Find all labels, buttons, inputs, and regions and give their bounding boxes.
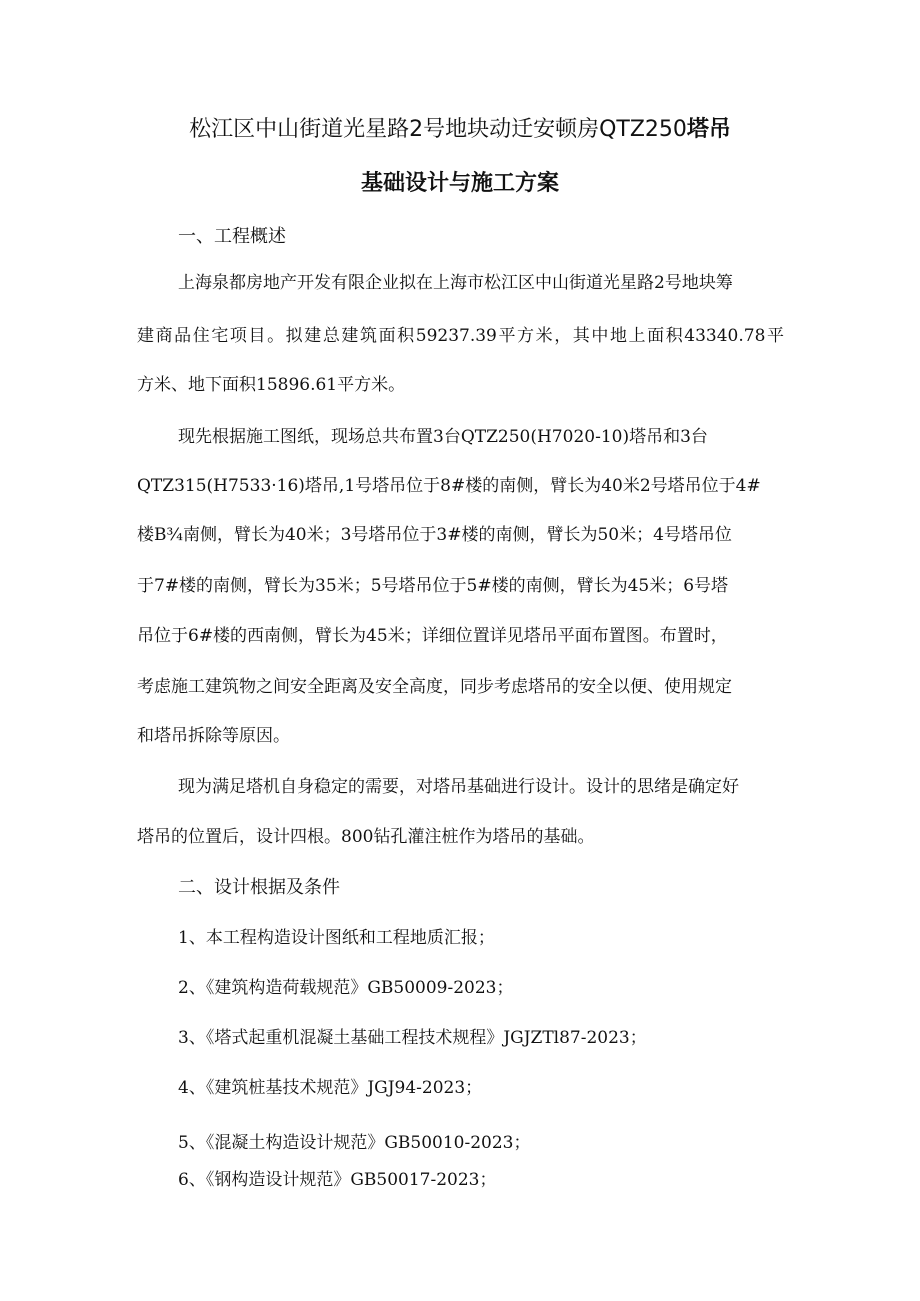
list-item: 3、《塔式起重机混凝土基础工程技术规程》JGJZTl87-2023； xyxy=(178,1028,647,1048)
list-item: 6、《钢构造设计规范》GB50017-2023； xyxy=(178,1170,497,1190)
title-plain: 松江区中山街道光星路2号地块动迁安顿房QTZ250 xyxy=(189,117,687,142)
paragraph-line: 和塔吊拆除等原因。 xyxy=(137,726,290,746)
list-item: 1、本工程构造设计图纸和工程地质汇报； xyxy=(178,928,495,948)
paragraph-line: 现先根据施工图纸，现场总共布置3台QTZ250(H7020-10)塔吊和3台 xyxy=(178,427,708,447)
section-heading-overview: 一、工程概述 xyxy=(178,226,286,247)
list-item: 2、《建筑构造荷载规范》GB50009-2023； xyxy=(178,978,514,998)
paragraph-line: 塔吊的位置后，设计四根。800钻孔灌注桩作为塔吊的基础。 xyxy=(137,827,595,847)
document-title-line2: 基础设计与施工方案 xyxy=(360,171,559,196)
paragraph-line: 吊位于6#楼的西南侧，臂长为45米；详细位置详见塔吊平面布置图。布置时， xyxy=(137,626,728,646)
paragraph-line: 方米、地下面积15896.61平方米。 xyxy=(137,375,406,395)
paragraph-line: 现为满足塔机自身稳定的需要，对塔吊基础进行设计。设计的思绪是确定好 xyxy=(178,777,739,797)
paragraph-line: 上海泉都房地产开发有限企业拟在上海市松江区中山街道光星路2号地块筹 xyxy=(178,273,733,293)
list-item: 4、《建筑桩基技术规范》JGJ94-2023； xyxy=(178,1078,483,1098)
document-title-line1 xyxy=(0,117,920,143)
paragraph-line: 于7#楼的南侧，臂长为35米；5号塔吊位于5#楼的南侧，臂长为45米；6号塔 xyxy=(137,576,729,596)
section-heading-basis: 二、设计根据及条件 xyxy=(178,877,340,898)
paragraph-line: 考虑施工建筑物之间安全距离及安全高度，同步考虑塔吊的安全以便、使用规定 xyxy=(137,677,732,697)
list-item: 5、《混凝土构造设计规范》GB50010-2023； xyxy=(178,1133,531,1153)
paragraph-line: QTZ315(H7533·16)塔吊,1号塔吊位于8#楼的南侧，臂长为40米2号塔吊位于4# xyxy=(137,476,761,496)
paragraph-line: 建商品住宅项目。拟建总建筑面积59237.39平方米，其中地上面积43340.78平 xyxy=(137,326,784,346)
paragraph-line: 楼B¾南侧，臂长为40米；3号塔吊位于3#楼的南侧，臂长为50米；4号塔吊位 xyxy=(137,525,732,545)
title-bold: 塔吊 xyxy=(686,117,731,142)
